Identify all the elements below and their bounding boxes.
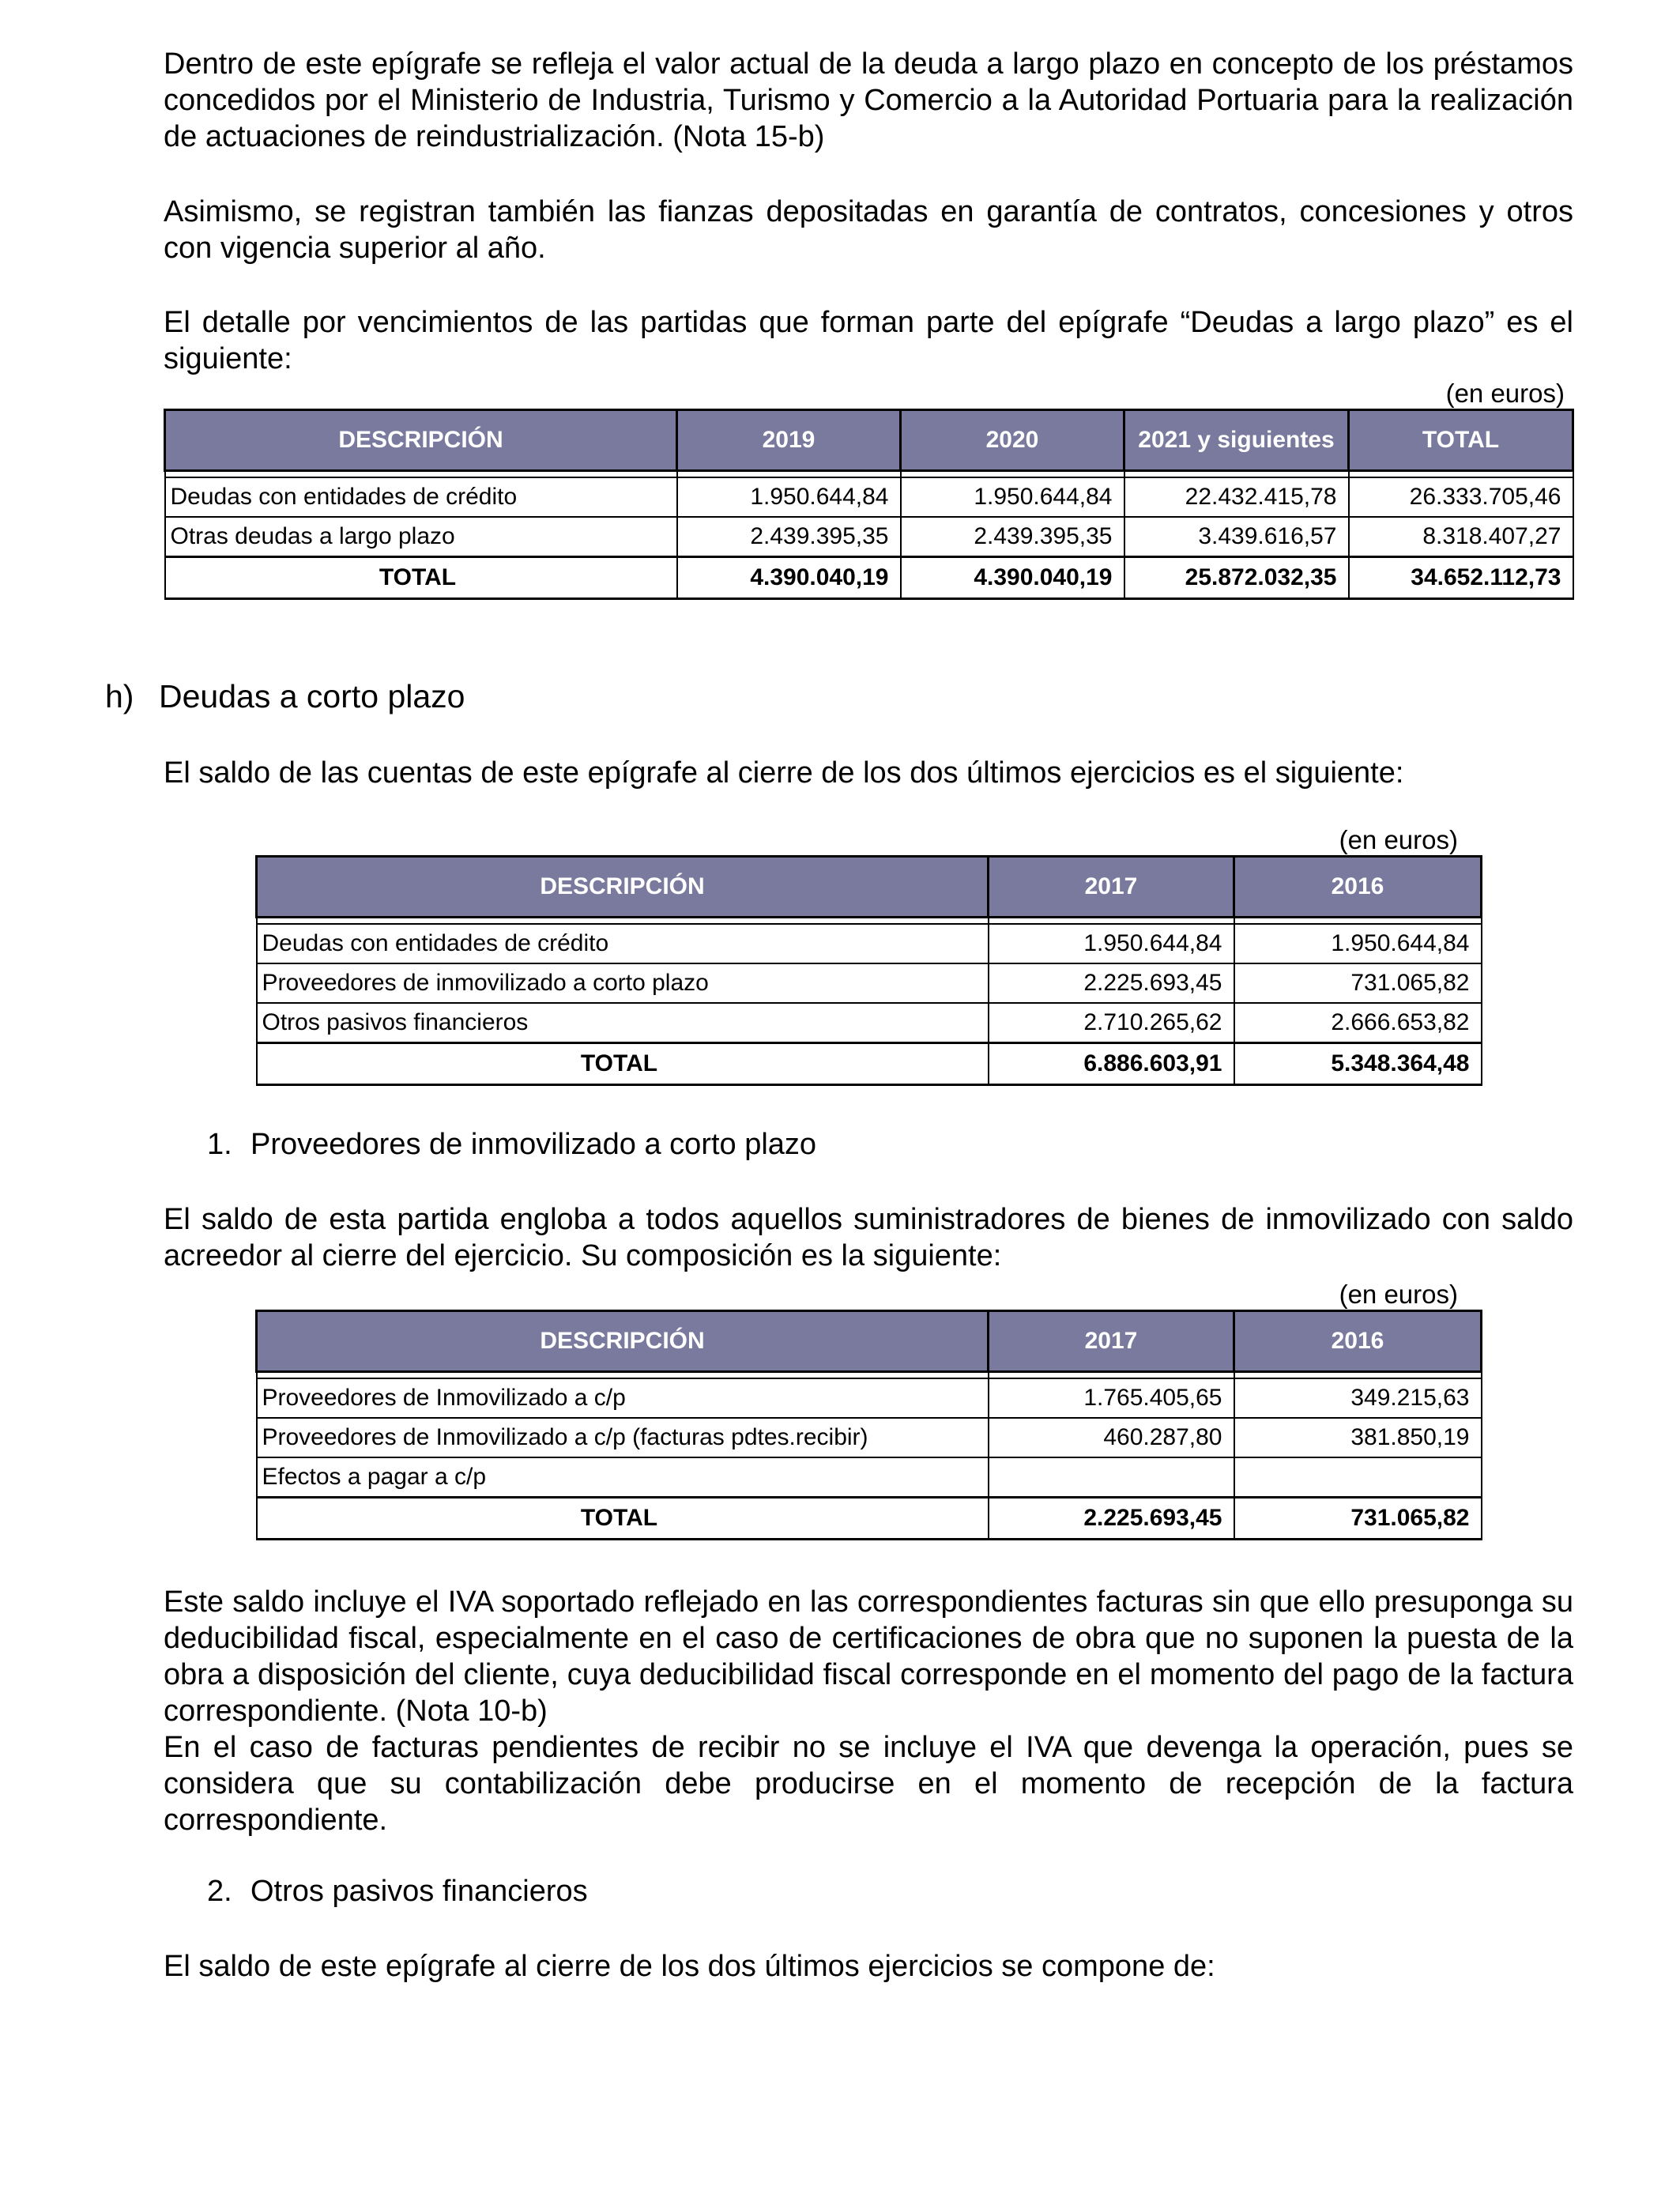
cell-value: 1.950.644,84 [901, 477, 1124, 517]
header-2020: 2020 [901, 410, 1124, 471]
table-row [257, 1378, 1482, 1418]
table-proveedores-inmovilizado [255, 1310, 1482, 1540]
total-label: TOTAL [257, 1498, 989, 1540]
cell-value: 1.950.644,84 [989, 924, 1234, 963]
table-total-row [165, 557, 1573, 599]
total-value: 731.065,82 [1234, 1498, 1482, 1540]
table-row [257, 963, 1482, 1003]
unit-label: (en euros) [1445, 379, 1565, 408]
header-2017: 2017 [989, 1311, 1234, 1372]
cell-value: 2.439.395,35 [901, 517, 1124, 557]
row-label: Otras deudas a largo plazo [165, 517, 677, 557]
cell-value: 731.065,82 [1234, 963, 1482, 1003]
table-row [257, 1457, 1482, 1498]
subsection-title: Proveedores de inmovilizado a corto plazo [250, 1128, 817, 1161]
header-2021-siguientes: 2021 y siguientes [1124, 410, 1349, 471]
section-title: Deudas a corto plazo [159, 678, 465, 714]
cell-value: 2.439.395,35 [677, 517, 901, 557]
row-label: Proveedores de Inmovilizado a c/p [257, 1378, 989, 1418]
total-label: TOTAL [257, 1043, 989, 1085]
subsection-heading-1 [207, 1126, 816, 1163]
total-value: 25.872.032,35 [1124, 557, 1349, 599]
paragraph-otros-pasivos: El saldo de este epígrafe al cierre de los dos últimos ejercicios se compone de: [164, 1950, 1215, 1983]
table-total-row [257, 1498, 1482, 1540]
cell-value: 3.439.616,57 [1124, 517, 1349, 557]
cell-value: 2.710.265,62 [989, 1003, 1234, 1043]
subsection-heading-2 [207, 1873, 588, 1909]
cell-value: 1.950.644,84 [677, 477, 901, 517]
table-deudas-corto-plazo [255, 855, 1482, 1086]
table-row [257, 1003, 1482, 1043]
paragraph-iva: Este saldo incluye el IVA soportado reflejado en las correspondientes facturas sin que ello presuponga su deducibilidad fiscal, especialmente en el caso de certificaciones de obra que no suponen la puesta de la obra a disposición del cliente, cuya deducibilidad fiscal corresponde en el momento del pago de la factura correspondiente. (Nota 10-b) [164, 1585, 1573, 1728]
cell-value: 460.287,80 [989, 1418, 1234, 1457]
row-label: Deudas con entidades de crédito [257, 924, 989, 963]
header-descripcion: DESCRIPCIÓN [257, 857, 989, 918]
header-2016: 2016 [1234, 1311, 1482, 1372]
section-heading [105, 677, 465, 716]
header-total: TOTAL [1349, 410, 1573, 471]
total-value: 4.390.040,19 [901, 557, 1124, 599]
cell-value: 1.950.644,84 [1234, 924, 1482, 963]
row-label: Efectos a pagar a c/p [257, 1457, 989, 1498]
subsection-title: Otros pasivos financieros [250, 1875, 588, 1908]
total-value: 2.225.693,45 [989, 1498, 1234, 1540]
subsection-number: 1. [207, 1128, 232, 1161]
paragraph-facturas-pendientes: En el caso de facturas pendientes de recibir no se incluye el IVA que devenga la operación, pues se considera que su contabilización debe producirse en el momento de recepción de la factura correspondiente. [164, 1731, 1573, 1837]
cell-value: 381.850,19 [1234, 1418, 1482, 1457]
row-label: Deudas con entidades de crédito [165, 477, 677, 517]
row-label: Proveedores de Inmovilizado a c/p (facturas pdtes.recibir) [257, 1418, 989, 1457]
table-total-row [257, 1043, 1482, 1085]
cell-value: 26.333.705,46 [1349, 477, 1573, 517]
cell-value: 2.225.693,45 [989, 963, 1234, 1003]
row-label: Otros pasivos financieros [257, 1003, 989, 1043]
total-value: 6.886.603,91 [989, 1043, 1234, 1085]
unit-label: (en euros) [1339, 825, 1458, 854]
paragraph-saldo-cuentas: El saldo de las cuentas de este epígrafe al cierre de los dos últimos ejercicios es el siguiente: [164, 756, 1404, 790]
cell-value: 22.432.415,78 [1124, 477, 1349, 517]
paragraph-detalle: El detalle por vencimientos de las partidas que forman parte del epígrafe “Deudas a largo plazo” es el siguiente: [164, 306, 1573, 375]
paragraph-fianzas: Asimismo, se registran también las fianzas depositadas en garantía de contratos, concesiones y otros con vigencia superior al año. [164, 195, 1573, 265]
total-value: 34.652.112,73 [1349, 557, 1573, 599]
total-label: TOTAL [165, 557, 677, 599]
unit-label: (en euros) [1339, 1280, 1458, 1309]
subsection-number: 2. [207, 1875, 232, 1908]
cell-value [1234, 1457, 1482, 1498]
header-2017: 2017 [989, 857, 1234, 918]
header-2019: 2019 [677, 410, 901, 471]
table-deudas-largo-plazo [164, 409, 1574, 600]
paragraph-intro: Dentro de este epígrafe se refleja el valor actual de la deuda a largo plazo en concepto de los préstamos concedidos por el Ministerio de Industria, Turismo y Comercio a la Autoridad Portuaria para la realización de actuaciones de reindustrialización. (Nota 15-b) [164, 47, 1573, 153]
section-label: h) [105, 678, 134, 714]
cell-value: 2.666.653,82 [1234, 1003, 1482, 1043]
header-descripcion: DESCRIPCIÓN [165, 410, 677, 471]
total-value: 5.348.364,48 [1234, 1043, 1482, 1085]
cell-value: 8.318.407,27 [1349, 517, 1573, 557]
header-descripcion: DESCRIPCIÓN [257, 1311, 989, 1372]
table-row [165, 477, 1573, 517]
cell-value: 1.765.405,65 [989, 1378, 1234, 1418]
header-2016: 2016 [1234, 857, 1482, 918]
table-row [257, 1418, 1482, 1457]
cell-value [989, 1457, 1234, 1498]
row-label: Proveedores de inmovilizado a corto plazo [257, 963, 989, 1003]
table-row [165, 517, 1573, 557]
table-row [257, 924, 1482, 963]
paragraph-proveedores: El saldo de esta partida engloba a todos aquellos suministradores de bienes de inmovilizado con saldo acreedor al cierre del ejercicio. Su composición es la siguiente: [164, 1203, 1573, 1272]
cell-value: 349.215,63 [1234, 1378, 1482, 1418]
total-value: 4.390.040,19 [677, 557, 901, 599]
